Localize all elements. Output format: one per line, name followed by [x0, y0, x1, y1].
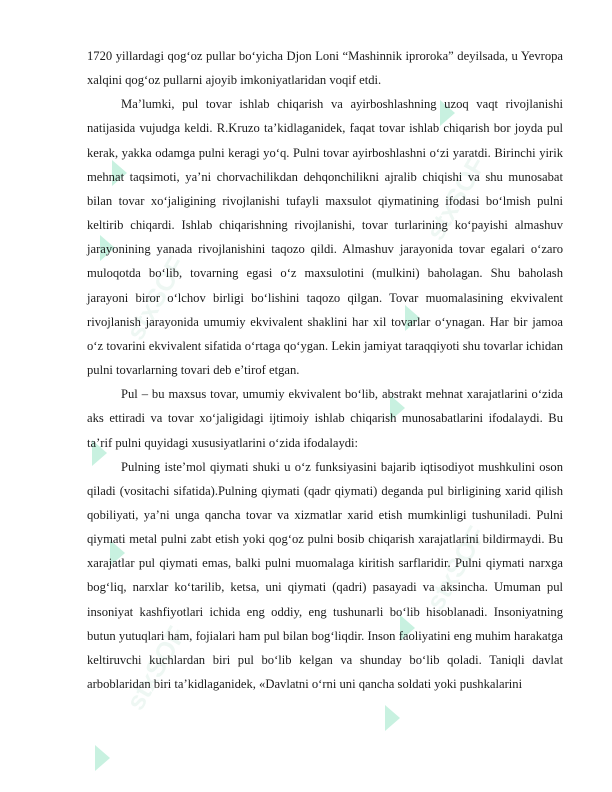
watermark-text: stxSOF	[120, 621, 192, 715]
watermark-chevron-icon	[385, 705, 400, 731]
document-body	[87, 44, 563, 696]
paragraph-money-definition: Pul – bu maxsus tovar, umumiy ekvivalent bo‘lib, abstrakt mehnat xarajatlarini o‘zida aks ettiradi va tovar xo‘jaligidagi ijtimoiy ishlab chiqarish munosabatlarini ifodalaydi. Bu ta’rif pulni quyidagi xususiyatlarini o‘zida ifodalaydi:	[87, 387, 563, 450]
watermark-text: stxSOF	[420, 521, 492, 615]
watermark-text: stxSOF	[420, 151, 492, 245]
paragraph-origin-of-money: Ma’lumki, pul tovar ishlab chiqarish va ayirboshlashning uzoq vaqt rivojlanishi natijasida vujudga keldi. R.Kruzo ta’kidlaganidek, faqat tovar ishlab chiqarish bor joyda pul kerak, yakka odamga pulni keragi yo‘q. Pulni tovar ayirboshlashni o‘zi yaratdi. Birinchi yirik mehnat taqsimoti, ya’ni chorvachilikdan dehqonchilikni ajralib chiqishi va shu munosabat bilan tovar xo‘jaligining rivojlanishi tufayli maxsulot qiymatining ifodasi bo‘lmish pulni keltirib chiqardi. Ishlab chiqarishning rivojlanishi, tovar turlarining ko‘payishi almashuv jarayonining yanada rivojlanishini taqozo qildi. Almashuv jarayonida tovar egalari o‘zaro muloqotda bo‘lib, tovarning egasi o‘z maxsulotini (mulkini) baholagan. Shu baholash jarayoni biror o‘lchov birligi bo‘lishini taqozo qilgan. Tovar muomalasining ekvivalent rivojlanish jarayonida umumiy ekvivalent shaklini har xil tovarlar o‘ynagan. Har bir jamoa o‘z tovarini ekvivalent sifatida o‘rtaga qo‘ygan. Lekin jamiyat taraqqiyoti shu tovarlar ichidan pulni tovarlarning tovari deb e’tirof etgan.	[87, 97, 563, 378]
paragraph-continuation: 1720 yillardagi qog‘oz pullar bo‘yicha Djon Loni “Mashinnik iproroka” deyilsada, u Yevropa xalqini qog‘oz pullarni ajoyib imkoniyatlaridan voqif etdi.	[87, 49, 563, 88]
watermark-chevron-icon	[95, 745, 110, 771]
watermark-text: stxSOF	[120, 251, 192, 345]
paragraph-money-value: Pulning iste’mol qiymati shuki u o‘z funksiyasini bajarib iqtisodiyot mushkulini oson qiladi (vositachi sifatida).Pulning qiymati (qadr qiymati) deganda pul birligining xarid qilish qobiliyati, ya’ni unga qancha tovar va xizmatlar xarid etish mumkinligi tushuniladi. Pulni qiymati metal pulni zabt etish yoki qog‘oz pulni bosib chiqarish xarajatlarini bildirmaydi. Bu xarajatlar pul qiymati emas, balki pulni muomalaga kiritish sarflaridir. Pulni qiymati narxga bog‘liq, narxlar ko‘tarilib, ketsa, uni qiymati (qadri) pasayadi va aksincha. Umuman pul insoniyat kashfiyotlari ichida eng oddiy, eng tushunarli bo‘lib hisoblanadi. Insoniyatning butun yutuqlari ham, fojialari ham pul bilan bog‘liqdir. Inson faoliyatini eng muhim harakatga keltiruvchi kuchlardan biri pul bo‘lib kelgan va shunday bo‘lib qoladi. Taniqli davlat arboblaridan biri ta’kidlaganidek, «Davlatni o‘rni uni qancha soldati yoki pushkalarini	[87, 459, 563, 692]
